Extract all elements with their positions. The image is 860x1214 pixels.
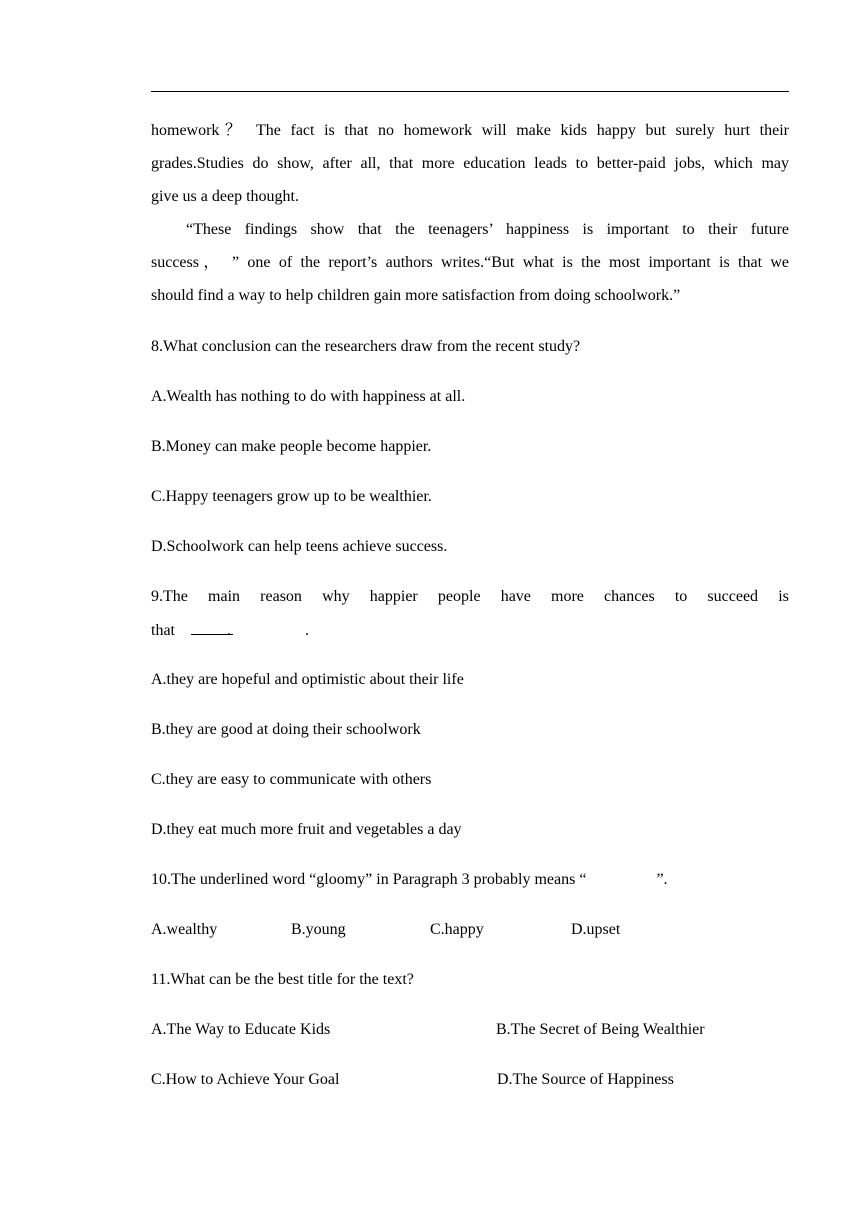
question-8-option-a: A.Wealth has nothing to do with happiness at all. [151,388,466,405]
stem-word: succeed [707,588,759,605]
passage-line: success， ” one of the report’s authors writes.“But what is the most important is that we [151,254,790,271]
question-8-stem: 8.What conclusion can the researchers draw from the recent study? [151,338,581,355]
passage-line: homework？ The fact is that no homework will make kids happy but surely hurt their [151,122,789,139]
passage-line: “These findings show that the teenagers’ happiness is important to their future [186,221,789,238]
stem-period: . [305,622,309,639]
stem-text: 10.The underlined word “gloomy” in Paragraph 3 probably means “ [151,871,587,888]
question-8-option-c: C.Happy teenagers grow up to be wealthier. [151,488,432,505]
question-11-option-c: C.How to Achieve Your Goal [151,1071,340,1088]
stem-word: reason [260,588,302,605]
question-10-option-c: C.happy [430,921,484,938]
stem-word: happier [369,588,418,605]
stem-word: chances [604,588,655,605]
question-11-option-a: A.The Way to Educate Kids [151,1021,331,1038]
question-9-option-b: B.they are good at doing their schoolwork [151,721,421,738]
question-11-option-b: B.The Secret of Being Wealthier [496,1021,705,1038]
question-11-stem: 11.What can be the best title for the text? [151,971,414,988]
question-10-option-a: A.wealthy [151,921,218,938]
stem-word: is [778,588,789,605]
question-9-option-d: D.they eat much more fruit and vegetables a day [151,821,462,838]
stem-word: main [208,588,241,605]
stem-word: to [674,588,688,605]
header-rule [151,91,789,92]
stem-word: have [500,588,531,605]
question-8-option-d: D.Schoolwork can help teens achieve success. [151,538,448,555]
question-9-option-a: A.they are hopeful and optimistic about their life [151,671,464,688]
stem-end: ”. [656,871,668,888]
question-9-stem [151,587,789,607]
stem-word: people [437,588,481,605]
stem-word: why [322,588,350,605]
question-11-option-d: D.The Source of Happiness [497,1071,674,1088]
question-10-option-b: B.young [291,921,346,938]
stem-word: that [151,622,175,639]
question-9-option-c: C.they are easy to communicate with others [151,771,432,788]
passage-line: should find a way to help children gain more satisfaction from doing schoolwork.” [151,287,681,304]
passage-paragraph [151,114,789,213]
passage-line: grades.Studies do show, after all, that more education leads to better-paid jobs, which may [151,155,789,172]
stem-word: 9.The [151,588,188,605]
question-10-stem [151,870,789,890]
stem-word: more [551,588,584,605]
question-9-stem-end [151,620,789,641]
question-8-option-b: B.Money can make people become happier. [151,438,432,455]
passage-paragraph [151,213,789,312]
passage-line: give us a deep thought. [151,188,299,205]
blank-period: . [227,622,231,639]
question-10-option-d: D.upset [571,921,621,938]
